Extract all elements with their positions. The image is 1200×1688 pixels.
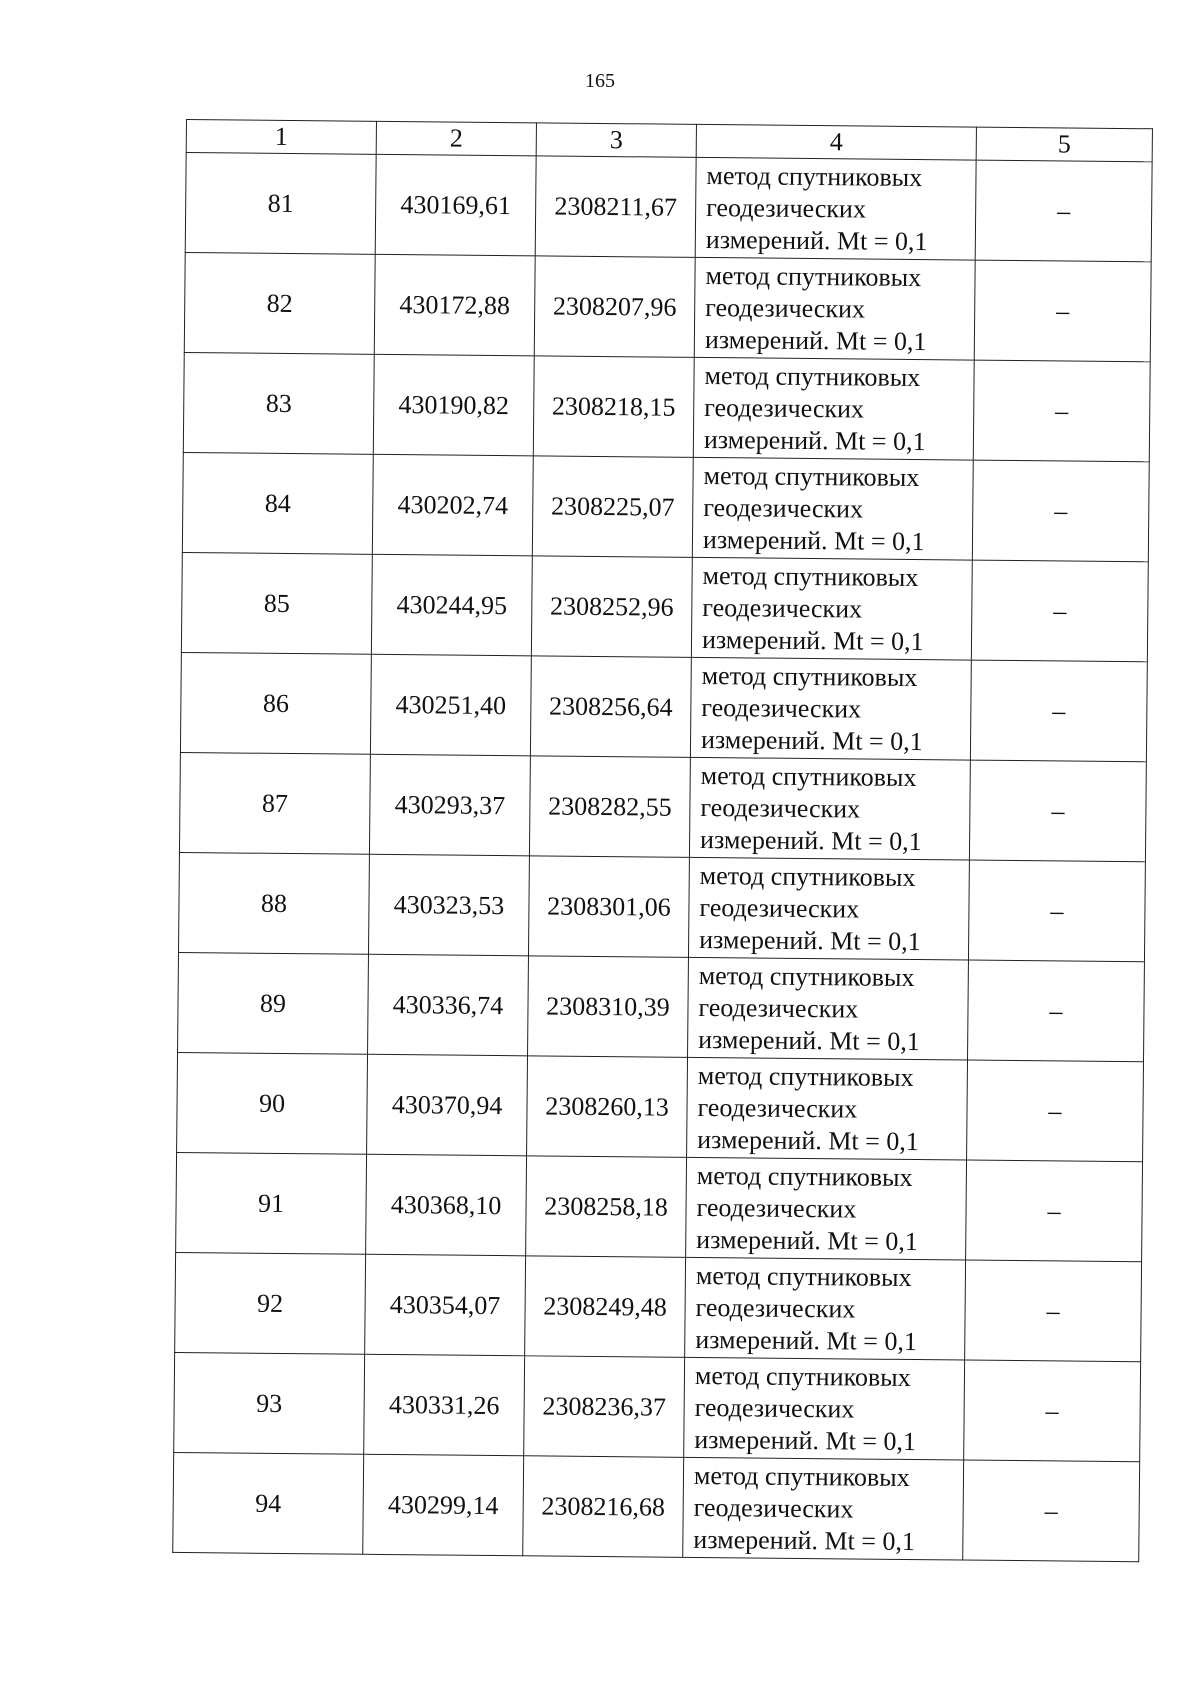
method-cell <box>686 1157 967 1260</box>
point-number-cell: 90 <box>177 1052 368 1154</box>
x-coordinate-cell: 430368,10 <box>366 1154 527 1256</box>
method-text-line: измерений. Mt = 0,1 <box>699 824 922 856</box>
table-row <box>179 752 1146 861</box>
method-text-line: измерений. Mt = 0,1 <box>698 1024 920 1056</box>
method-text-line: измерений. Mt = 0,1 <box>693 1524 916 1556</box>
x-coordinate-cell: 430370,94 <box>367 1054 528 1156</box>
method-text-line: геодезических <box>702 592 863 624</box>
table-row <box>178 952 1145 1061</box>
point-number-cell: 94 <box>173 1452 364 1554</box>
x-coordinate-cell: 430323,53 <box>368 854 529 956</box>
method-text-line: метод спутниковых <box>696 1160 913 1192</box>
method-text-line: метод спутниковых <box>697 1060 914 1092</box>
x-coordinate-cell: 430244,95 <box>371 554 532 656</box>
method-text-line: метод спутниковых <box>706 160 923 192</box>
y-coordinate-cell: 2308218,15 <box>533 356 694 458</box>
x-coordinate-cell: 430336,74 <box>368 954 529 1056</box>
y-coordinate-cell: 2308282,55 <box>529 756 690 858</box>
point-number-cell: 87 <box>179 752 370 854</box>
table-row <box>181 552 1148 661</box>
method-cell <box>685 1257 966 1360</box>
method-text-line: измерений. Mt = 0,1 <box>700 724 923 756</box>
method-text-line: измерений. Mt = 0,1 <box>701 624 924 656</box>
method-cell <box>694 257 975 360</box>
table-row <box>175 1252 1142 1361</box>
note-cell: – <box>970 660 1147 762</box>
method-text-line: метод спутниковых <box>695 1260 912 1292</box>
x-coordinate-cell: 430251,40 <box>370 654 531 756</box>
method-text-line: метод спутниковых <box>693 1460 910 1492</box>
method-text-line: измерений. Mt = 0,1 <box>704 324 927 356</box>
point-number-cell: 84 <box>182 452 373 554</box>
method-text-line: измерений. Mt = 0,1 <box>697 1124 919 1156</box>
note-cell: – <box>973 360 1150 462</box>
x-coordinate-cell: 430172,88 <box>374 254 535 356</box>
note-cell: – <box>968 960 1145 1062</box>
table-row <box>178 852 1145 961</box>
method-text-line: измерений. Mt = 0,1 <box>694 1424 917 1456</box>
method-cell <box>689 757 970 860</box>
point-number-cell: 85 <box>181 552 372 654</box>
table-row <box>174 1352 1141 1461</box>
table-row <box>176 1152 1143 1261</box>
note-cell: – <box>975 160 1152 262</box>
table-row <box>173 1452 1140 1561</box>
table-body <box>173 153 1152 1562</box>
method-text-line: метод спутниковых <box>705 260 922 292</box>
method-text-line: геодезических <box>706 192 867 224</box>
y-coordinate-cell: 2308211,67 <box>535 156 696 258</box>
point-number-cell: 81 <box>185 153 376 255</box>
table-row <box>180 652 1147 761</box>
x-coordinate-cell: 430190,82 <box>373 354 534 456</box>
page-number: 165 <box>585 70 615 92</box>
method-text-line: метод спутниковых <box>704 360 921 392</box>
method-text-line: метод спутниковых <box>701 660 918 692</box>
method-cell <box>683 1457 964 1560</box>
method-cell <box>684 1357 965 1460</box>
method-cell <box>693 357 974 460</box>
method-text-line: геодезических <box>693 1492 854 1523</box>
method-text-line: геодезических <box>701 692 862 724</box>
point-number-cell: 88 <box>178 852 369 954</box>
note-cell: – <box>964 1360 1141 1462</box>
y-coordinate-cell: 2308252,96 <box>531 556 692 658</box>
method-text-line: метод спутниковых <box>700 760 917 792</box>
note-cell: – <box>971 560 1148 662</box>
method-text-line: геодезических <box>698 992 859 1023</box>
method-text-line: геодезических <box>703 492 864 524</box>
table-row <box>185 153 1152 262</box>
method-text-line: измерений. Mt = 0,1 <box>702 524 925 556</box>
point-number-cell: 92 <box>175 1252 366 1354</box>
point-number-cell: 86 <box>180 652 371 754</box>
method-text-line: геодезических <box>699 892 860 923</box>
note-cell: – <box>969 760 1146 862</box>
coordinates-table <box>172 119 1153 1562</box>
x-coordinate-cell: 430202,74 <box>372 454 533 556</box>
x-coordinate-cell: 430299,14 <box>363 1454 524 1556</box>
header-col-1: 1 <box>186 120 376 155</box>
y-coordinate-cell: 2308207,96 <box>534 256 695 358</box>
note-cell: – <box>968 860 1145 962</box>
method-text-line: измерений. Mt = 0,1 <box>695 1324 918 1356</box>
y-coordinate-cell: 2308260,13 <box>527 1056 688 1158</box>
method-text-line: геодезических <box>705 292 866 324</box>
point-number-cell: 89 <box>178 952 369 1054</box>
point-number-cell: 93 <box>174 1352 365 1454</box>
method-text-line: геодезических <box>694 1392 855 1423</box>
table-row <box>177 1052 1144 1161</box>
method-text-line: геодезических <box>704 392 865 424</box>
method-text-line: метод спутниковых <box>698 960 915 992</box>
method-text-line: геодезических <box>696 1192 857 1223</box>
method-cell <box>695 157 976 260</box>
y-coordinate-cell: 2308236,37 <box>524 1356 685 1458</box>
method-text-line: геодезических <box>695 1292 856 1323</box>
method-text-line: измерений. Mt = 0,1 <box>696 1224 919 1256</box>
method-cell <box>691 557 972 660</box>
method-cell <box>690 657 971 760</box>
x-coordinate-cell: 430169,61 <box>375 154 536 256</box>
table-row <box>182 452 1149 561</box>
y-coordinate-cell: 2308256,64 <box>530 656 691 758</box>
note-cell: – <box>965 1260 1142 1362</box>
x-coordinate-cell: 430293,37 <box>369 754 530 856</box>
x-coordinate-cell: 430354,07 <box>365 1254 526 1356</box>
note-cell: – <box>966 1160 1143 1262</box>
method-text-line: измерений. Mt = 0,1 <box>703 424 926 456</box>
note-cell: – <box>974 260 1151 362</box>
x-coordinate-cell: 430331,26 <box>364 1354 525 1456</box>
header-col-4: 4 <box>696 124 976 160</box>
method-cell <box>687 1057 968 1160</box>
y-coordinate-cell: 2308301,06 <box>528 856 689 958</box>
point-number-cell: 82 <box>184 252 375 354</box>
method-text-line: измерений. Mt = 0,1 <box>705 224 928 256</box>
y-coordinate-cell: 2308249,48 <box>525 1256 686 1358</box>
point-number-cell: 91 <box>176 1152 367 1254</box>
method-cell <box>688 857 969 960</box>
y-coordinate-cell: 2308216,68 <box>523 1456 684 1558</box>
y-coordinate-cell: 2308225,07 <box>532 456 693 558</box>
header-col-5: 5 <box>976 127 1152 162</box>
table-row <box>184 252 1151 361</box>
point-number-cell: 83 <box>183 352 374 454</box>
note-cell: – <box>967 1060 1144 1162</box>
method-cell <box>692 457 973 560</box>
method-text-line: измерений. Mt = 0,1 <box>699 924 921 956</box>
y-coordinate-cell: 2308310,39 <box>528 956 689 1058</box>
method-text-line: геодезических <box>697 1092 858 1123</box>
note-cell: – <box>963 1460 1140 1562</box>
method-text-line: геодезических <box>700 792 861 824</box>
table-row <box>183 352 1150 461</box>
y-coordinate-cell: 2308258,18 <box>526 1156 687 1258</box>
method-text-line: метод спутниковых <box>699 860 916 892</box>
method-cell <box>688 957 969 1060</box>
header-col-2: 2 <box>376 121 536 156</box>
method-text-line: метод спутниковых <box>702 560 919 592</box>
method-text-line: метод спутниковых <box>694 1360 911 1392</box>
header-col-3: 3 <box>536 123 696 158</box>
note-cell: – <box>972 460 1149 562</box>
method-text-line: метод спутниковых <box>703 460 920 492</box>
